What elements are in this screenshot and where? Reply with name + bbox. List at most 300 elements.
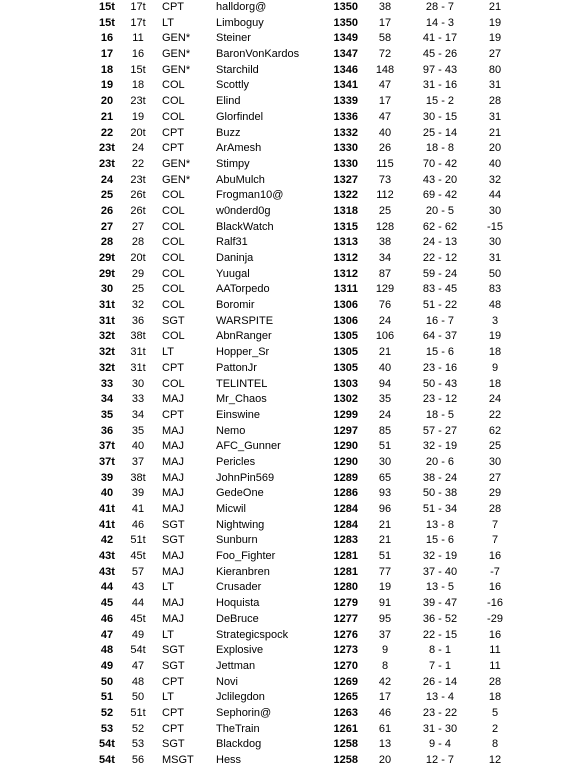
grade-cell: MSGT	[162, 754, 194, 766]
record-cell: 39 - 47	[422, 597, 458, 610]
games-cell: 21	[378, 534, 392, 547]
grade-cell: CPT	[162, 126, 184, 139]
grade-cell: MAJ	[162, 565, 184, 578]
previous-rank-cell: 31t	[130, 361, 146, 374]
change-cell: 31	[488, 79, 502, 92]
previous-rank-cell: 51t	[130, 706, 146, 719]
previous-rank-cell: 30	[131, 377, 145, 390]
grade-cell: MAJ	[162, 424, 184, 437]
player-name-cell: Nightwing	[216, 518, 265, 531]
player-name-cell: Ralf31	[216, 236, 248, 249]
rank-cell: 43t	[99, 565, 115, 578]
table-row	[0, 251, 581, 267]
previous-rank-cell: 32	[131, 299, 145, 312]
previous-rank-cell: 38t	[130, 471, 146, 484]
rating-cell: 1349	[333, 32, 358, 45]
previous-rank-cell: 26t	[130, 189, 146, 202]
grade-cell: COL	[162, 204, 185, 217]
player-name-cell: Strategicspock	[216, 628, 289, 641]
record-cell: 51 - 22	[422, 299, 458, 312]
rank-cell: 18	[100, 63, 114, 76]
rank-cell: 16	[100, 32, 114, 45]
games-cell: 72	[378, 48, 392, 61]
rating-cell: 1315	[333, 220, 358, 233]
change-cell: 5	[491, 706, 499, 719]
games-cell: 37	[378, 628, 392, 641]
record-cell: 25 - 14	[422, 126, 458, 139]
games-cell: 128	[375, 220, 395, 233]
previous-rank-cell: 56	[131, 754, 145, 766]
player-name-cell: halldorg@	[216, 1, 267, 13]
table-row	[0, 722, 581, 738]
rating-cell: 1350	[333, 16, 358, 29]
player-name-cell: Crusader	[216, 581, 262, 594]
rank-cell: 17	[100, 48, 114, 61]
rank-cell: 50	[100, 675, 114, 688]
grade-cell: CPT	[162, 675, 184, 688]
table-row	[0, 94, 581, 110]
table-row	[0, 549, 581, 565]
record-cell: 18 - 8	[425, 142, 455, 155]
player-name-cell: TheTrain	[216, 722, 260, 735]
rank-cell: 31t	[99, 299, 115, 312]
record-cell: 13 - 4	[425, 691, 455, 704]
change-cell: 40	[488, 157, 502, 170]
rank-cell: 29t	[99, 252, 115, 264]
player-name-cell: GedeOne	[216, 487, 264, 500]
change-cell: 9	[491, 361, 499, 374]
previous-rank-cell: 17t	[130, 1, 146, 13]
rank-cell: 32t	[99, 361, 115, 374]
table-row	[0, 329, 581, 345]
rank-cell: 27	[100, 220, 114, 233]
player-name-cell: Yuugal	[216, 267, 250, 280]
change-cell: 19	[488, 32, 502, 45]
table-row	[0, 314, 581, 330]
record-cell: 20 - 5	[425, 204, 455, 217]
games-cell: 30	[378, 455, 392, 468]
player-name-cell: Jettman	[216, 659, 256, 672]
table-row	[0, 78, 581, 94]
rank-cell: 31t	[99, 314, 115, 327]
rank-cell: 29t	[99, 267, 115, 280]
table-row	[0, 141, 581, 157]
rating-cell: 1279	[333, 597, 358, 610]
table-row	[0, 173, 581, 189]
rank-cell: 30	[100, 283, 114, 296]
change-cell: 83	[488, 283, 502, 296]
games-cell: 47	[378, 110, 392, 123]
rating-cell: 1286	[333, 487, 358, 500]
player-name-cell: AbnRanger	[216, 330, 272, 343]
record-cell: 59 - 24	[422, 267, 458, 280]
change-cell: 21	[488, 1, 502, 13]
record-cell: 41 - 17	[422, 32, 458, 45]
rank-cell: 41t	[99, 503, 115, 515]
rank-cell: 24	[100, 173, 114, 186]
player-name-cell: AATorpedo	[216, 283, 270, 296]
games-cell: 13	[378, 738, 392, 751]
games-cell: 77	[378, 565, 392, 578]
grade-cell: MAJ	[162, 550, 184, 563]
player-name-cell: WARSPITE	[216, 314, 274, 327]
change-cell: -29	[487, 612, 503, 625]
previous-rank-cell: 23t	[130, 95, 146, 108]
previous-rank-cell: 46	[131, 518, 145, 531]
player-name-cell: Scottly	[216, 79, 250, 92]
rank-cell: 54t	[99, 754, 115, 766]
table-row	[0, 486, 581, 502]
rank-cell: 33	[100, 377, 114, 390]
rating-cell: 1281	[333, 565, 358, 578]
grade-cell: COL	[162, 110, 185, 123]
table-row	[0, 659, 581, 675]
change-cell: 20	[488, 142, 502, 155]
rank-cell: 43t	[99, 550, 115, 563]
grade-cell: COL	[162, 95, 185, 108]
change-cell: 19	[488, 330, 502, 343]
player-name-cell: Hopper_Sr	[216, 346, 270, 359]
record-cell: 36 - 52	[422, 612, 458, 625]
record-cell: 22 - 15	[422, 628, 458, 641]
previous-rank-cell: 48	[131, 675, 145, 688]
grade-cell: COL	[162, 252, 185, 264]
table-row	[0, 345, 581, 361]
grade-cell: COL	[162, 283, 185, 296]
previous-rank-cell: 34	[131, 408, 145, 421]
player-name-cell: Micwil	[216, 503, 246, 515]
rating-cell: 1281	[333, 550, 358, 563]
change-cell: -15	[487, 220, 503, 233]
previous-rank-cell: 26t	[130, 204, 146, 217]
rating-cell: 1269	[333, 675, 358, 688]
games-cell: 19	[378, 581, 392, 594]
record-cell: 69 - 42	[422, 189, 458, 202]
rating-cell: 1303	[333, 377, 358, 390]
rating-cell: 1290	[333, 455, 358, 468]
previous-rank-cell: 35	[131, 424, 145, 437]
rating-cell: 1312	[333, 252, 358, 264]
rating-cell: 1306	[333, 314, 358, 327]
player-name-cell: Elind	[216, 95, 241, 108]
change-cell: 80	[488, 63, 502, 76]
grade-cell: COL	[162, 220, 185, 233]
grade-cell: LT	[162, 16, 175, 29]
games-cell: 17	[378, 95, 392, 108]
grade-cell: CPT	[162, 722, 184, 735]
rank-cell: 39	[100, 471, 114, 484]
games-cell: 26	[378, 142, 392, 155]
player-name-cell: Mr_Chaos	[216, 393, 267, 406]
record-cell: 26 - 14	[422, 675, 458, 688]
games-cell: 61	[378, 722, 392, 735]
previous-rank-cell: 47	[131, 659, 145, 672]
grade-cell: LT	[162, 346, 175, 359]
previous-rank-cell: 16	[131, 48, 145, 61]
rating-cell: 1305	[333, 330, 358, 343]
games-cell: 35	[378, 393, 392, 406]
grade-cell: GEN*	[162, 63, 191, 76]
table-row	[0, 643, 581, 659]
change-cell: 8	[491, 738, 499, 751]
rank-cell: 54t	[99, 738, 115, 751]
rating-cell: 1330	[333, 157, 358, 170]
rank-cell: 26	[100, 204, 114, 217]
table-row	[0, 424, 581, 440]
change-cell: 18	[488, 346, 502, 359]
rating-cell: 1306	[333, 299, 358, 312]
player-name-cell: AbuMulch	[216, 173, 265, 186]
change-cell: 7	[491, 534, 499, 547]
games-cell: 34	[378, 252, 392, 264]
games-cell: 42	[378, 675, 392, 688]
rating-cell: 1284	[333, 518, 358, 531]
previous-rank-cell: 22	[131, 157, 145, 170]
games-cell: 95	[378, 612, 392, 625]
grade-cell: SGT	[162, 659, 185, 672]
table-row	[0, 0, 581, 16]
change-cell: 27	[488, 471, 502, 484]
player-name-cell: JohnPin569	[216, 471, 275, 484]
rank-cell: 20	[100, 95, 114, 108]
rank-cell: 47	[100, 628, 114, 641]
player-name-cell: PattonJr	[216, 361, 257, 374]
grade-cell: COL	[162, 79, 185, 92]
games-cell: 38	[378, 1, 392, 13]
table-row	[0, 580, 581, 596]
previous-rank-cell: 44	[131, 597, 145, 610]
change-cell: -7	[490, 565, 500, 578]
previous-rank-cell: 45t	[130, 550, 146, 563]
player-name-cell: Hess	[216, 754, 242, 766]
grade-cell: CPT	[162, 706, 184, 719]
player-name-cell: TELINTEL	[216, 377, 268, 390]
grade-cell: MAJ	[162, 487, 184, 500]
grade-cell: SGT	[162, 314, 185, 327]
rank-cell: 15t	[99, 1, 115, 13]
record-cell: 13 - 8	[425, 518, 455, 531]
record-cell: 7 - 1	[428, 659, 451, 672]
games-cell: 9	[381, 644, 389, 657]
player-name-cell: AFC_Gunner	[216, 440, 281, 453]
change-cell: 25	[488, 440, 502, 453]
previous-rank-cell: 53	[131, 738, 145, 751]
record-cell: 43 - 20	[422, 173, 458, 186]
grade-cell: MAJ	[162, 440, 184, 453]
record-cell: 28 - 7	[425, 1, 455, 13]
table-row	[0, 298, 581, 314]
previous-rank-cell: 15t	[130, 63, 146, 76]
rating-cell: 1284	[333, 503, 358, 515]
previous-rank-cell: 20t	[130, 126, 146, 139]
change-cell: 28	[488, 95, 502, 108]
table-row	[0, 753, 581, 769]
games-cell: 47	[378, 79, 392, 92]
rating-cell: 1276	[333, 628, 358, 641]
rank-cell: 32t	[99, 346, 115, 359]
previous-rank-cell: 51t	[130, 534, 146, 547]
record-cell: 30 - 15	[422, 110, 458, 123]
table-row	[0, 31, 581, 47]
change-cell: 11	[489, 659, 501, 672]
rank-cell: 45	[100, 597, 114, 610]
table-row	[0, 392, 581, 408]
games-cell: 38	[378, 236, 392, 249]
rating-cell: 1290	[333, 440, 358, 453]
rating-cell: 1332	[333, 126, 358, 139]
rating-cell: 1297	[333, 424, 358, 437]
grade-cell: GEN*	[162, 32, 191, 45]
rating-cell: 1265	[333, 691, 358, 704]
rank-cell: 37t	[99, 440, 115, 453]
change-cell: 16	[488, 550, 502, 563]
player-name-cell: Einswine	[216, 408, 261, 421]
record-cell: 24 - 13	[422, 236, 458, 249]
record-cell: 32 - 19	[422, 440, 458, 453]
record-cell: 51 - 34	[422, 503, 458, 515]
table-row	[0, 737, 581, 753]
table-row	[0, 455, 581, 471]
previous-rank-cell: 39	[131, 487, 145, 500]
previous-rank-cell: 24	[131, 142, 145, 155]
rank-cell: 21	[100, 110, 114, 123]
grade-cell: CPT	[162, 408, 184, 421]
change-cell: 28	[488, 503, 502, 515]
change-cell: 7	[491, 518, 499, 531]
rating-cell: 1280	[333, 581, 358, 594]
grade-cell: GEN*	[162, 48, 191, 61]
table-row	[0, 47, 581, 63]
previous-rank-cell: 41	[131, 503, 145, 515]
rating-cell: 1263	[333, 706, 358, 719]
rank-cell: 25	[100, 189, 114, 202]
games-cell: 76	[378, 299, 392, 312]
games-cell: 106	[375, 330, 395, 343]
player-name-cell: Starchild	[216, 63, 259, 76]
games-cell: 112	[376, 189, 394, 202]
change-cell: 21	[488, 126, 502, 139]
previous-rank-cell: 49	[131, 628, 145, 641]
grade-cell: COL	[162, 377, 185, 390]
player-name-cell: ArAmesh	[216, 142, 262, 155]
previous-rank-cell: 19	[131, 110, 145, 123]
change-cell: 12	[488, 754, 502, 766]
record-cell: 45 - 26	[422, 48, 458, 61]
rank-cell: 37t	[99, 455, 115, 468]
table-row	[0, 282, 581, 298]
rank-cell: 44	[100, 581, 114, 594]
table-row	[0, 235, 581, 251]
rating-cell: 1299	[333, 408, 358, 421]
table-row	[0, 675, 581, 691]
record-cell: 38 - 24	[422, 471, 458, 484]
rank-cell: 53	[100, 722, 114, 735]
rating-cell: 1330	[333, 142, 358, 155]
record-cell: 37 - 40	[422, 565, 458, 578]
player-name-cell: Blackdog	[216, 738, 262, 751]
player-name-cell: Sunburn	[216, 534, 258, 547]
previous-rank-cell: 45t	[130, 612, 146, 625]
change-cell: 30	[488, 204, 502, 217]
grade-cell: LT	[162, 581, 175, 594]
change-cell: 18	[488, 377, 502, 390]
player-name-cell: Jclilegdon	[216, 691, 265, 704]
change-cell: -16	[487, 597, 503, 610]
record-cell: 23 - 12	[422, 393, 458, 406]
games-cell: 40	[378, 361, 392, 374]
change-cell: 48	[488, 299, 502, 312]
table-row	[0, 63, 581, 79]
table-row	[0, 502, 581, 518]
rating-cell: 1258	[333, 738, 358, 751]
player-name-cell: Limboguy	[216, 16, 264, 29]
player-name-cell: Stimpy	[216, 157, 250, 170]
rank-cell: 40	[100, 487, 114, 500]
rating-cell: 1313	[333, 236, 358, 249]
rank-cell: 23t	[99, 142, 115, 155]
table-row	[0, 706, 581, 722]
record-cell: 83 - 45	[422, 283, 458, 296]
games-cell: 87	[378, 267, 392, 280]
previous-rank-cell: 50	[131, 691, 145, 704]
rank-cell: 41t	[99, 518, 115, 531]
player-name-cell: Frogman10@	[216, 189, 284, 202]
rank-cell: 28	[100, 236, 114, 249]
record-cell: 20 - 6	[425, 455, 455, 468]
rank-cell: 36	[100, 424, 114, 437]
rank-cell: 23t	[99, 157, 115, 170]
player-name-cell: Buzz	[216, 126, 241, 139]
grade-cell: MAJ	[162, 503, 184, 515]
rating-cell: 1311	[334, 283, 358, 296]
rank-cell: 49	[100, 659, 114, 672]
rank-cell: 32t	[99, 330, 115, 343]
record-cell: 12 - 7	[425, 754, 455, 766]
change-cell: 30	[488, 455, 502, 468]
rank-cell: 52	[100, 706, 114, 719]
table-row	[0, 188, 581, 204]
record-cell: 14 - 3	[425, 16, 455, 29]
table-row	[0, 408, 581, 424]
rank-cell: 42	[100, 534, 114, 547]
table-row	[0, 110, 581, 126]
change-cell: 44	[488, 189, 502, 202]
table-row	[0, 518, 581, 534]
table-row	[0, 612, 581, 628]
change-cell: 29	[488, 487, 502, 500]
previous-rank-cell: 37	[131, 455, 145, 468]
games-cell: 46	[378, 706, 392, 719]
rating-cell: 1336	[333, 110, 358, 123]
change-cell: 3	[491, 314, 499, 327]
player-name-cell: Nemo	[216, 424, 246, 437]
grade-cell: SGT	[162, 738, 185, 751]
games-cell: 25	[378, 204, 392, 217]
record-cell: 62 - 62	[422, 220, 458, 233]
rating-cell: 1305	[333, 346, 358, 359]
record-cell: 15 - 6	[425, 534, 455, 547]
player-name-cell: w0nderd0g	[216, 204, 271, 217]
table-row	[0, 565, 581, 581]
rank-cell: 46	[100, 612, 114, 625]
rank-cell: 19	[100, 79, 114, 92]
record-cell: 50 - 43	[422, 377, 458, 390]
change-cell: 32	[488, 173, 502, 186]
record-cell: 15 - 2	[425, 95, 455, 108]
table-row	[0, 596, 581, 612]
record-cell: 8 - 1	[428, 644, 451, 657]
games-cell: 17	[378, 16, 392, 29]
